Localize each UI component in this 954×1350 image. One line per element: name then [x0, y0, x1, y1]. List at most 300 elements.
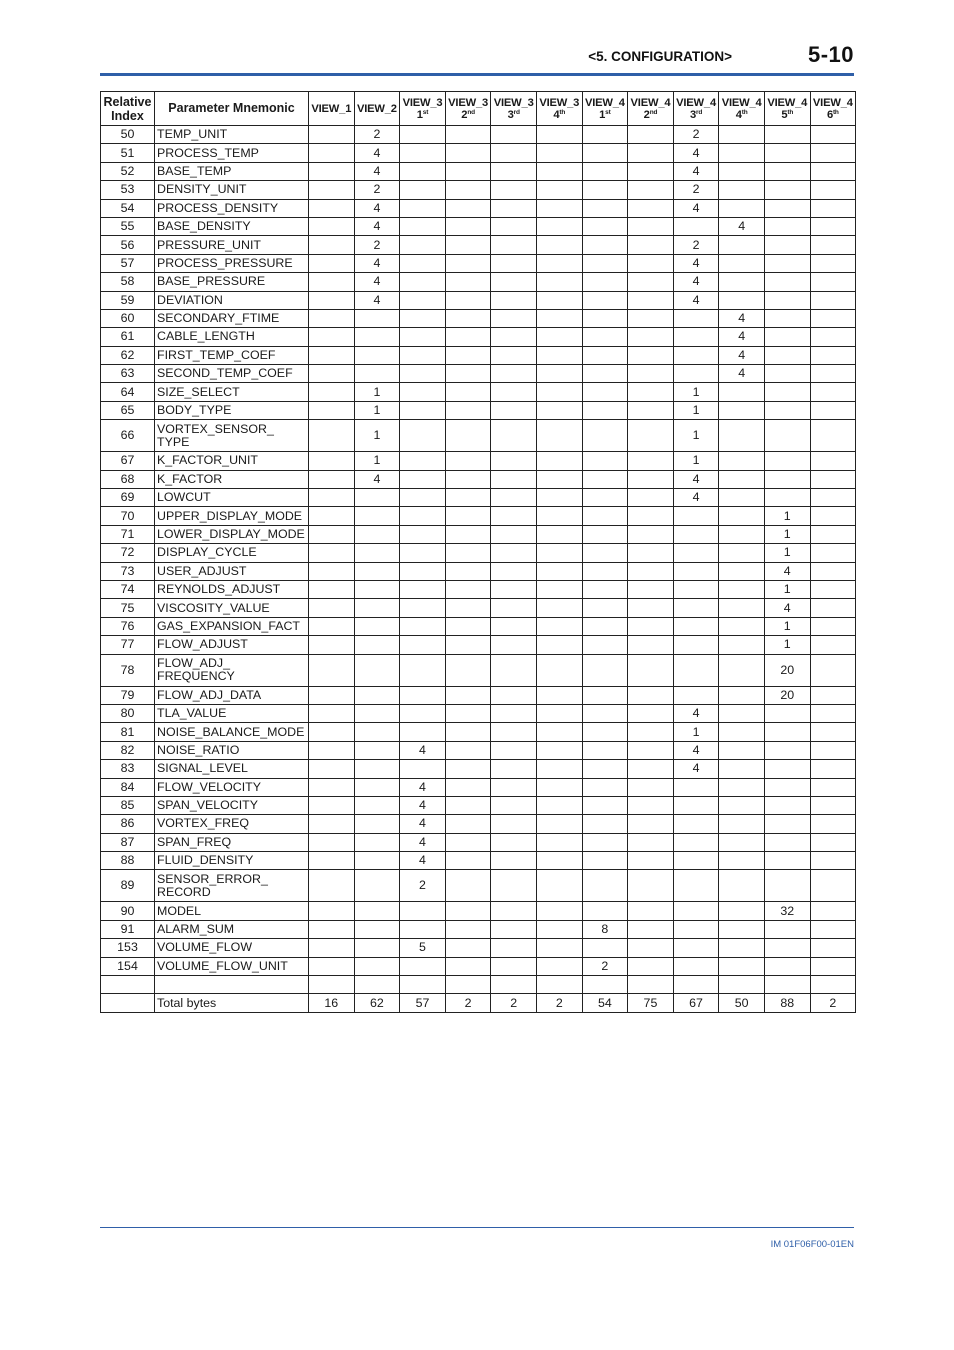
- view-bytes-cell: [810, 328, 856, 346]
- view-bytes-cell: [628, 957, 674, 975]
- view-bytes-cell: [628, 144, 674, 162]
- parameter-mnemonic-cell: SIZE_SELECT: [155, 383, 309, 401]
- view-bytes-cell: [764, 833, 810, 851]
- view-bytes-cell: 8: [582, 920, 628, 938]
- view-bytes-cell: [445, 383, 491, 401]
- table-row: [101, 365, 856, 383]
- view-bytes-cell: [309, 599, 355, 617]
- view-bytes-cell: [491, 562, 537, 580]
- view-bytes-cell: [810, 144, 856, 162]
- parameter-mnemonic-cell: ALARM_SUM: [155, 920, 309, 938]
- view-bytes-cell: [354, 617, 400, 635]
- view-bytes-cell: 4: [673, 741, 719, 759]
- table-row: [101, 162, 856, 180]
- view-bytes-cell: [400, 217, 446, 235]
- view-bytes-cell: [354, 741, 400, 759]
- view-bytes-cell: [764, 383, 810, 401]
- view-bytes-cell: [400, 636, 446, 654]
- view-bytes-cell: 2: [491, 994, 537, 1012]
- view-bytes-cell: [582, 636, 628, 654]
- relative-index-cell: 58: [101, 273, 155, 291]
- view-bytes-cell: 4: [400, 741, 446, 759]
- view-bytes-cell: [810, 852, 856, 870]
- view-bytes-cell: [582, 562, 628, 580]
- view-bytes-cell: [582, 291, 628, 309]
- view-bytes-cell: 2: [582, 957, 628, 975]
- view-bytes-cell: [309, 383, 355, 401]
- view-bytes-cell: [536, 654, 582, 686]
- column-header-label: VIEW_4: [812, 96, 853, 109]
- view-bytes-cell: [628, 760, 674, 778]
- relative-index-cell: 154: [101, 957, 155, 975]
- view-bytes-cell: [628, 346, 674, 364]
- view-bytes-cell: [582, 420, 628, 452]
- view-bytes-cell: [764, 920, 810, 938]
- view-bytes-cell: 2: [673, 126, 719, 144]
- table-row: [101, 815, 856, 833]
- view-bytes-cell: [582, 870, 628, 902]
- view-bytes-cell: [582, 254, 628, 272]
- view-bytes-cell: [309, 580, 355, 598]
- view-bytes-cell: [445, 401, 491, 419]
- view-bytes-cell: [445, 654, 491, 686]
- view-bytes-cell: [764, 144, 810, 162]
- view-bytes-cell: [354, 760, 400, 778]
- view-bytes-cell: 32: [764, 902, 810, 920]
- parameter-mnemonic-cell: VOLUME_FLOW_UNIT: [155, 957, 309, 975]
- view-bytes-cell: [445, 126, 491, 144]
- view-bytes-cell: [719, 126, 765, 144]
- view-bytes-cell: [491, 328, 537, 346]
- view-bytes-cell: [445, 507, 491, 525]
- view-bytes-cell: [400, 346, 446, 364]
- view-bytes-cell: [719, 144, 765, 162]
- view-bytes-cell: [810, 181, 856, 199]
- view-bytes-cell: [536, 489, 582, 507]
- view-bytes-cell: [810, 741, 856, 759]
- parameter-mnemonic-cell: VORTEX_SENSOR_ TYPE: [155, 420, 309, 452]
- view-bytes-cell: [309, 420, 355, 452]
- view-bytes-cell: [309, 796, 355, 814]
- view-bytes-cell: [536, 291, 582, 309]
- view-bytes-cell: [445, 957, 491, 975]
- view-bytes-cell: [491, 704, 537, 722]
- relative-index-cell: 71: [101, 525, 155, 543]
- parameter-mnemonic-cell: LOWER_DISPLAY_MODE: [155, 525, 309, 543]
- table-row: [101, 870, 856, 902]
- view-bytes-cell: [309, 217, 355, 235]
- column-header-ordinal: 5: [781, 108, 788, 121]
- view-bytes-cell: [491, 365, 537, 383]
- view-bytes-cell: [354, 309, 400, 327]
- view-bytes-cell: [400, 144, 446, 162]
- view-bytes-cell: [491, 654, 537, 686]
- view-bytes-cell: [354, 507, 400, 525]
- view-bytes-cell: [810, 365, 856, 383]
- parameter-mnemonic-cell: VOLUME_FLOW: [155, 939, 309, 957]
- view-bytes-cell: [445, 525, 491, 543]
- view-bytes-cell: [354, 902, 400, 920]
- view-bytes-cell: [582, 365, 628, 383]
- relative-index-cell: 90: [101, 902, 155, 920]
- view-bytes-cell: [719, 401, 765, 419]
- table-row: [101, 507, 856, 525]
- view-bytes-cell: [536, 870, 582, 902]
- view-bytes-cell: [354, 815, 400, 833]
- table-row: [101, 902, 856, 920]
- view-bytes-cell: [628, 452, 674, 470]
- column-header: [155, 92, 309, 126]
- column-header-ordinal-suffix: rd: [513, 108, 520, 116]
- view-bytes-cell: [764, 254, 810, 272]
- view-bytes-cell: [628, 870, 674, 902]
- view-bytes-cell: [491, 291, 537, 309]
- view-bytes-cell: [491, 796, 537, 814]
- view-bytes-cell: [445, 217, 491, 235]
- view-bytes-cell: [764, 181, 810, 199]
- view-bytes-cell: [309, 544, 355, 562]
- view-bytes-cell: [582, 544, 628, 562]
- column-header-ordinal: 2: [461, 108, 468, 121]
- column-header-ordinal-suffix: th: [559, 108, 566, 116]
- view-bytes-cell: [354, 525, 400, 543]
- parameter-mnemonic-cell: CABLE_LENGTH: [155, 328, 309, 346]
- view-bytes-cell: [810, 525, 856, 543]
- view-bytes-cell: [536, 617, 582, 635]
- view-bytes-cell: [719, 902, 765, 920]
- view-bytes-cell: [764, 470, 810, 488]
- view-bytes-cell: 67: [673, 994, 719, 1012]
- view-bytes-cell: [628, 217, 674, 235]
- view-bytes-cell: [810, 976, 856, 994]
- relative-index-cell: 56: [101, 236, 155, 254]
- view-bytes-cell: [309, 273, 355, 291]
- view-bytes-cell: [764, 723, 810, 741]
- table-row: [101, 778, 856, 796]
- table-header: [101, 92, 856, 126]
- view-bytes-cell: [810, 654, 856, 686]
- view-bytes-cell: [491, 636, 537, 654]
- view-bytes-cell: [628, 470, 674, 488]
- table-body: [101, 126, 856, 1013]
- view-bytes-cell: [719, 815, 765, 833]
- parameter-mnemonic-cell: GAS_EXPANSION_FACT: [155, 617, 309, 635]
- column-header: [354, 92, 400, 126]
- view-bytes-cell: 4: [673, 273, 719, 291]
- view-bytes-cell: [628, 365, 674, 383]
- view-bytes-cell: [445, 346, 491, 364]
- parameter-mnemonic-cell: LOWCUT: [155, 489, 309, 507]
- relative-index-cell: 64: [101, 383, 155, 401]
- view-bytes-cell: [673, 870, 719, 902]
- view-bytes-cell: [628, 254, 674, 272]
- column-header-ordinal-suffix: st: [422, 108, 429, 116]
- view-bytes-cell: [536, 796, 582, 814]
- view-bytes-cell: [673, 957, 719, 975]
- view-bytes-cell: [354, 704, 400, 722]
- view-bytes-cell: [536, 452, 582, 470]
- view-bytes-cell: [536, 199, 582, 217]
- column-header-label: VIEW_3: [448, 96, 488, 109]
- column-header-ordinal: 4: [735, 108, 742, 121]
- view-bytes-cell: [764, 939, 810, 957]
- view-bytes-cell: [810, 470, 856, 488]
- view-bytes-cell: [673, 507, 719, 525]
- view-bytes-cell: [491, 741, 537, 759]
- view-bytes-cell: [628, 852, 674, 870]
- view-bytes-cell: 57: [400, 994, 446, 1012]
- relative-index-cell: 65: [101, 401, 155, 419]
- relative-index-cell: 80: [101, 704, 155, 722]
- view-bytes-cell: [628, 525, 674, 543]
- view-bytes-cell: [810, 686, 856, 704]
- parameter-mnemonic-cell: FLOW_VELOCITY: [155, 778, 309, 796]
- table-row: [101, 976, 856, 994]
- view-bytes-cell: [628, 580, 674, 598]
- view-bytes-cell: [582, 580, 628, 598]
- relative-index-cell: 60: [101, 309, 155, 327]
- table-row: [101, 328, 856, 346]
- view-bytes-cell: [445, 544, 491, 562]
- view-bytes-cell: [719, 723, 765, 741]
- view-bytes-cell: [628, 636, 674, 654]
- relative-index-cell: 54: [101, 199, 155, 217]
- relative-index-cell: 69: [101, 489, 155, 507]
- relative-index-cell: 70: [101, 507, 155, 525]
- view-bytes-cell: 1: [764, 525, 810, 543]
- view-bytes-cell: [628, 599, 674, 617]
- view-bytes-cell: [536, 328, 582, 346]
- relative-index-cell: 57: [101, 254, 155, 272]
- view-bytes-cell: [491, 254, 537, 272]
- view-bytes-cell: [354, 489, 400, 507]
- view-bytes-cell: [719, 383, 765, 401]
- view-bytes-cell: [810, 796, 856, 814]
- column-header: [101, 92, 155, 126]
- table-row: [101, 199, 856, 217]
- view-bytes-cell: [309, 704, 355, 722]
- column-header-ordinal-suffix: th: [741, 108, 748, 116]
- table-row: [101, 617, 856, 635]
- view-bytes-cell: [354, 654, 400, 686]
- view-bytes-cell: [628, 309, 674, 327]
- view-bytes-cell: [354, 636, 400, 654]
- view-bytes-cell: [673, 920, 719, 938]
- parameter-mnemonic-cell: SENSOR_ERROR_ RECORD: [155, 870, 309, 902]
- view-bytes-cell: [491, 870, 537, 902]
- view-bytes-cell: [628, 976, 674, 994]
- table-row: [101, 236, 856, 254]
- view-bytes-cell: [400, 181, 446, 199]
- column-header-label: Parameter Mnemonic: [168, 101, 295, 115]
- view-bytes-cell: [400, 420, 446, 452]
- view-bytes-cell: [536, 636, 582, 654]
- relative-index-cell: 78: [101, 654, 155, 686]
- view-bytes-cell: [354, 778, 400, 796]
- view-bytes-cell: [719, 686, 765, 704]
- relative-index-cell: 74: [101, 580, 155, 598]
- view-bytes-cell: 1: [354, 420, 400, 452]
- view-bytes-cell: 4: [400, 852, 446, 870]
- view-bytes-cell: [719, 420, 765, 452]
- view-bytes-cell: [582, 833, 628, 851]
- table-row: [101, 796, 856, 814]
- view-bytes-cell: [536, 217, 582, 235]
- relative-index-cell: [101, 994, 155, 1012]
- view-bytes-cell: [445, 470, 491, 488]
- view-bytes-cell: [309, 833, 355, 851]
- view-bytes-cell: [400, 383, 446, 401]
- view-bytes-cell: [536, 833, 582, 851]
- view-bytes-cell: [719, 636, 765, 654]
- column-header-label: VIEW_4: [767, 96, 808, 109]
- view-bytes-cell: [491, 383, 537, 401]
- view-bytes-cell: [764, 976, 810, 994]
- footer-divider: [100, 1227, 854, 1228]
- view-bytes-cell: [582, 723, 628, 741]
- view-bytes-cell: [309, 741, 355, 759]
- view-bytes-cell: [400, 452, 446, 470]
- view-bytes-cell: [309, 291, 355, 309]
- view-bytes-cell: [582, 525, 628, 543]
- view-bytes-cell: [810, 126, 856, 144]
- view-bytes-cell: [445, 636, 491, 654]
- view-bytes-cell: 4: [400, 796, 446, 814]
- view-bytes-cell: [810, 617, 856, 635]
- view-bytes-cell: [536, 162, 582, 180]
- view-bytes-cell: [400, 126, 446, 144]
- view-bytes-cell: [445, 815, 491, 833]
- column-header-label: Relative: [103, 94, 152, 109]
- view-bytes-cell: [582, 144, 628, 162]
- table-row: [101, 723, 856, 741]
- view-bytes-cell: [582, 507, 628, 525]
- view-bytes-cell: [400, 273, 446, 291]
- view-bytes-cell: 4: [719, 309, 765, 327]
- view-bytes-cell: [536, 365, 582, 383]
- view-bytes-cell: [400, 328, 446, 346]
- view-bytes-cell: [445, 741, 491, 759]
- view-bytes-cell: [719, 291, 765, 309]
- view-bytes-cell: [582, 796, 628, 814]
- view-bytes-cell: [810, 309, 856, 327]
- view-bytes-cell: [764, 162, 810, 180]
- view-bytes-cell: [810, 383, 856, 401]
- relative-index-cell: 86: [101, 815, 155, 833]
- column-header-ordinal: 2: [643, 108, 650, 121]
- view-bytes-cell: [536, 346, 582, 364]
- view-bytes-cell: [582, 815, 628, 833]
- view-bytes-cell: [309, 144, 355, 162]
- view-bytes-cell: [764, 815, 810, 833]
- view-bytes-cell: [400, 902, 446, 920]
- view-bytes-cell: [400, 920, 446, 938]
- view-bytes-cell: [810, 815, 856, 833]
- view-bytes-cell: [491, 346, 537, 364]
- column-header-ordinal: 3: [507, 108, 514, 121]
- view-bytes-cell: [491, 723, 537, 741]
- view-bytes-cell: 1: [764, 544, 810, 562]
- view-bytes-cell: [810, 401, 856, 419]
- parameter-mnemonic-cell: FLOW_ADJ_DATA: [155, 686, 309, 704]
- view-bytes-cell: [354, 833, 400, 851]
- view-bytes-cell: [810, 778, 856, 796]
- view-bytes-cell: [536, 939, 582, 957]
- view-bytes-cell: [309, 236, 355, 254]
- relative-index-cell: 79: [101, 686, 155, 704]
- view-bytes-cell: [400, 704, 446, 722]
- view-bytes-cell: [400, 723, 446, 741]
- view-bytes-cell: [810, 562, 856, 580]
- view-bytes-cell: [628, 723, 674, 741]
- parameter-mnemonic-cell: REYNOLDS_ADJUST: [155, 580, 309, 598]
- page-number: 5-10: [807, 42, 854, 67]
- view-bytes-cell: [445, 796, 491, 814]
- relative-index-cell: 63: [101, 365, 155, 383]
- table-row: [101, 217, 856, 235]
- view-bytes-cell: [309, 636, 355, 654]
- table-row: [101, 525, 856, 543]
- view-bytes-cell: [491, 815, 537, 833]
- view-bytes-cell: [309, 489, 355, 507]
- view-bytes-cell: [536, 507, 582, 525]
- view-bytes-cell: [400, 199, 446, 217]
- view-bytes-cell: [719, 741, 765, 759]
- view-bytes-cell: [309, 686, 355, 704]
- view-bytes-cell: [764, 870, 810, 902]
- view-bytes-cell: [536, 599, 582, 617]
- view-bytes-cell: [354, 686, 400, 704]
- view-bytes-cell: [536, 181, 582, 199]
- view-bytes-cell: [628, 199, 674, 217]
- view-bytes-cell: [536, 525, 582, 543]
- view-bytes-cell: [810, 939, 856, 957]
- view-bytes-cell: [628, 920, 674, 938]
- view-bytes-cell: [582, 939, 628, 957]
- table-row: [101, 599, 856, 617]
- column-header-label: VIEW_4: [630, 96, 671, 109]
- parameter-mnemonic-cell: FLOW_ADJ_ FREQUENCY: [155, 654, 309, 686]
- view-bytes-cell: 1: [764, 507, 810, 525]
- view-bytes-cell: [491, 470, 537, 488]
- header-row: [101, 92, 856, 126]
- view-bytes-cell: [536, 976, 582, 994]
- view-bytes-cell: [309, 525, 355, 543]
- view-bytes-cell: [491, 181, 537, 199]
- view-bytes-cell: 4: [673, 489, 719, 507]
- view-bytes-cell: [491, 273, 537, 291]
- view-bytes-cell: 1: [354, 452, 400, 470]
- parameter-mnemonic-cell: SECOND_TEMP_COEF: [155, 365, 309, 383]
- view-bytes-cell: [719, 507, 765, 525]
- relative-index-cell: 61: [101, 328, 155, 346]
- view-bytes-cell: [582, 852, 628, 870]
- view-bytes-cell: [445, 723, 491, 741]
- table-row: [101, 562, 856, 580]
- table-row: [101, 833, 856, 851]
- relative-index-cell: 81: [101, 723, 155, 741]
- parameter-mnemonic-cell: NOISE_RATIO: [155, 741, 309, 759]
- view-bytes-cell: [309, 199, 355, 217]
- table-row: [101, 346, 856, 364]
- view-bytes-cell: [491, 544, 537, 562]
- view-bytes-cell: [673, 309, 719, 327]
- view-bytes-cell: [309, 976, 355, 994]
- column-header-label: VIEW_3: [402, 96, 443, 109]
- view-bytes-cell: [719, 778, 765, 796]
- relative-index-cell: 88: [101, 852, 155, 870]
- view-bytes-cell: [673, 654, 719, 686]
